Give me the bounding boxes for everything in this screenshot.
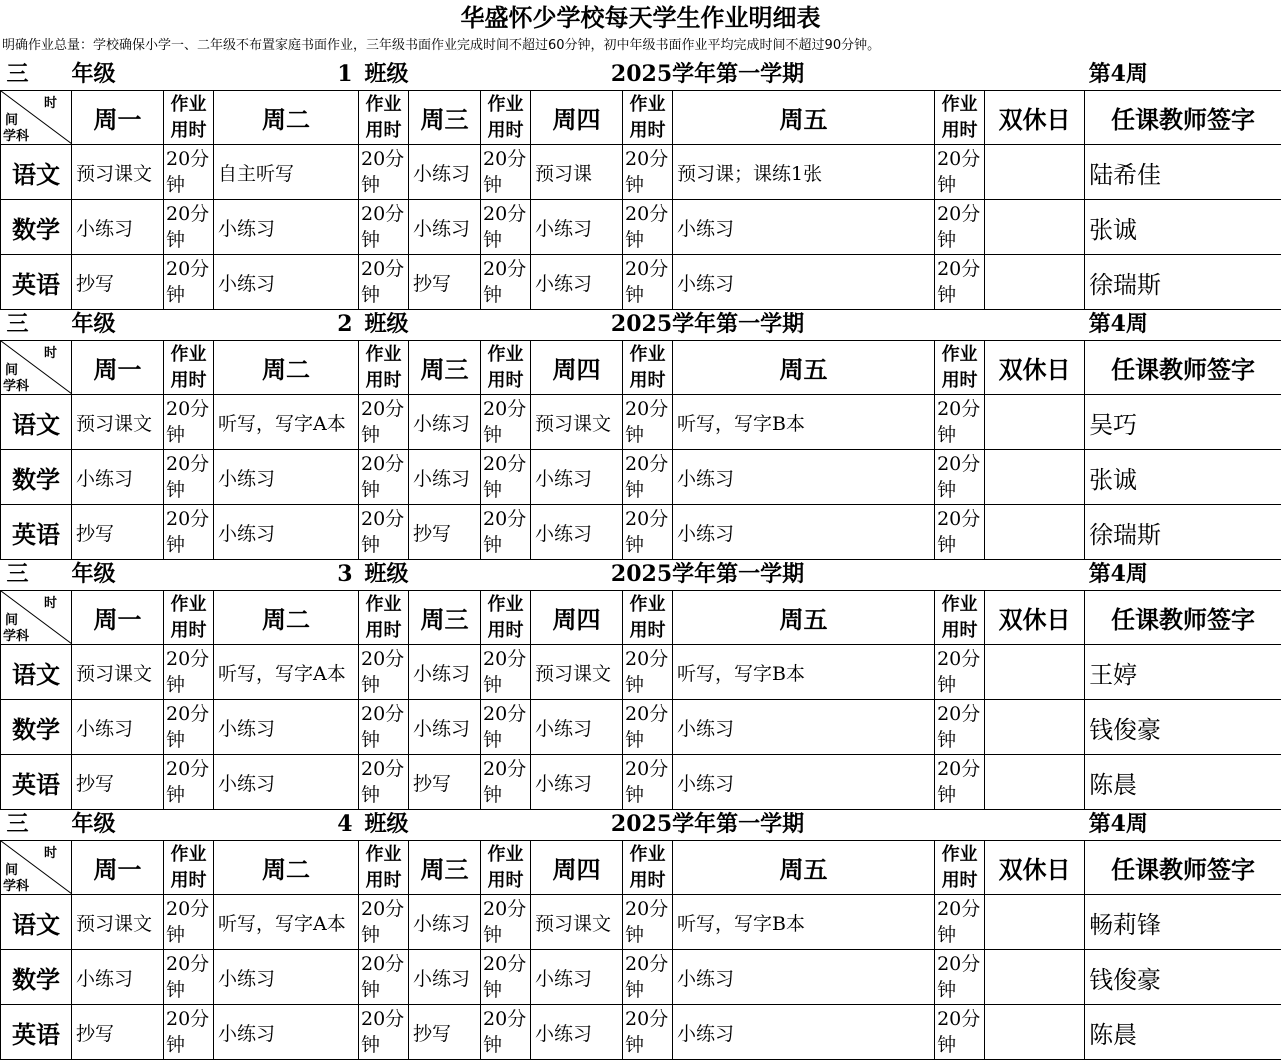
grade-value: 三	[1, 808, 72, 841]
fri-time-cell: 20分钟	[935, 395, 985, 450]
thu-task-cell: 小练习	[531, 1005, 623, 1060]
header-time: 作业用时	[481, 841, 531, 895]
fri-time-cell: 20分钟	[935, 200, 985, 255]
tue-task-cell: 小练习	[214, 255, 359, 310]
page-title: 华盛怀少学校每天学生作业明细表	[0, 0, 1281, 36]
header-time: 作业用时	[164, 841, 214, 895]
diag-time-label: 时	[44, 342, 57, 361]
header-row	[1, 841, 1281, 895]
grade-value: 三	[1, 558, 72, 591]
tue-task-cell: 小练习	[214, 700, 359, 755]
wed-task-cell: 小练习	[409, 450, 481, 505]
header-weekend: 双休日	[985, 341, 1085, 395]
mon-time-cell: 20分钟	[164, 255, 214, 310]
tue-task-cell: 小练习	[214, 1005, 359, 1060]
fri-task-cell: 听写，写字B本	[673, 645, 935, 700]
tue-time-cell: 20分钟	[359, 895, 409, 950]
thu-time-cell: 20分钟	[623, 200, 673, 255]
tue-time-cell: 20分钟	[359, 200, 409, 255]
header-weekend: 双休日	[985, 91, 1085, 145]
wed-time-cell: 20分钟	[481, 755, 531, 810]
teacher-signature-cell: 钱俊豪	[1085, 700, 1281, 755]
subject-cell: 语文	[1, 395, 72, 450]
header-weekend: 双休日	[985, 591, 1085, 645]
header-row	[1, 341, 1281, 395]
thu-task-cell: 小练习	[531, 950, 623, 1005]
subject-cell: 数学	[1, 950, 72, 1005]
grade-label: 年级	[72, 58, 164, 91]
thu-time-cell: 20分钟	[623, 700, 673, 755]
tue-task-cell: 小练习	[214, 200, 359, 255]
thu-task-cell: 预习课文	[531, 645, 623, 700]
header-time: 作业用时	[359, 91, 409, 145]
header-time: 作业用时	[164, 591, 214, 645]
header-teacher: 任课教师签字	[1085, 91, 1281, 145]
term-label: 2025学年第一学期	[481, 558, 935, 591]
wed-task-cell: 抄写	[409, 755, 481, 810]
wed-task-cell: 小练习	[409, 145, 481, 200]
header-thu: 周四	[531, 341, 623, 395]
mon-time-cell: 20分钟	[164, 645, 214, 700]
tue-task-cell: 小练习	[214, 450, 359, 505]
weekend-cell	[985, 200, 1085, 255]
grade-label: 年级	[72, 308, 164, 341]
thu-task-cell: 小练习	[531, 255, 623, 310]
thu-time-cell: 20分钟	[623, 505, 673, 560]
subject-cell: 语文	[1, 145, 72, 200]
header-time: 作业用时	[359, 591, 409, 645]
header-mon: 周一	[72, 841, 164, 895]
teacher-signature-cell: 畅莉锋	[1085, 895, 1281, 950]
header-time: 作业用时	[359, 341, 409, 395]
section-meta-row	[1, 558, 1281, 591]
thu-time-cell: 20分钟	[623, 450, 673, 505]
fri-task-cell: 小练习	[673, 255, 935, 310]
subject-cell: 英语	[1, 1005, 72, 1060]
thu-time-cell: 20分钟	[623, 145, 673, 200]
header-tue: 周二	[214, 591, 359, 645]
diag-time-label: 时	[44, 592, 57, 611]
tue-task-cell: 自主听写	[214, 145, 359, 200]
fri-time-cell: 20分钟	[935, 450, 985, 505]
mon-time-cell: 20分钟	[164, 505, 214, 560]
header-tue: 周二	[214, 91, 359, 145]
diag-jian-label: 间	[5, 859, 18, 878]
subject-cell: 英语	[1, 255, 72, 310]
tue-time-cell: 20分钟	[359, 450, 409, 505]
header-tue: 周二	[214, 341, 359, 395]
thu-time-cell: 20分钟	[623, 950, 673, 1005]
header-row	[1, 591, 1281, 645]
tue-time-cell: 20分钟	[359, 505, 409, 560]
week-label: 第4周	[1085, 58, 1281, 91]
thu-time-cell: 20分钟	[623, 645, 673, 700]
teacher-signature-cell: 王婷	[1085, 645, 1281, 700]
wed-time-cell: 20分钟	[481, 950, 531, 1005]
wed-time-cell: 20分钟	[481, 1005, 531, 1060]
tue-time-cell: 20分钟	[359, 755, 409, 810]
diagonal-header-cell	[1, 91, 72, 145]
diag-jian-label: 间	[5, 609, 18, 628]
header-time: 作业用时	[359, 841, 409, 895]
fri-time-cell: 20分钟	[935, 1005, 985, 1060]
class-number: 2	[214, 308, 359, 341]
class-label: 班级	[359, 58, 481, 91]
wed-task-cell: 抄写	[409, 255, 481, 310]
thu-task-cell: 预习课文	[531, 895, 623, 950]
weekend-cell	[985, 950, 1085, 1005]
header-fri: 周五	[673, 841, 935, 895]
wed-task-cell: 小练习	[409, 645, 481, 700]
tue-time-cell: 20分钟	[359, 255, 409, 310]
header-tue: 周二	[214, 841, 359, 895]
subject-cell: 英语	[1, 505, 72, 560]
tue-task-cell: 听写，写字A本	[214, 395, 359, 450]
header-thu: 周四	[531, 841, 623, 895]
weekend-cell	[985, 1005, 1085, 1060]
header-time: 作业用时	[935, 91, 985, 145]
tue-time-cell: 20分钟	[359, 700, 409, 755]
mon-time-cell: 20分钟	[164, 755, 214, 810]
teacher-signature-cell: 钱俊豪	[1085, 950, 1281, 1005]
weekend-cell	[985, 255, 1085, 310]
header-time: 作业用时	[164, 91, 214, 145]
thu-time-cell: 20分钟	[623, 755, 673, 810]
tue-task-cell: 听写，写字A本	[214, 645, 359, 700]
wed-time-cell: 20分钟	[481, 255, 531, 310]
wed-time-cell: 20分钟	[481, 145, 531, 200]
table-row	[1, 755, 1281, 810]
header-wed: 周三	[409, 591, 481, 645]
table-row	[1, 1005, 1281, 1060]
diag-subject-label: 学科	[3, 875, 29, 894]
subject-cell: 数学	[1, 200, 72, 255]
grade-label: 年级	[72, 558, 164, 591]
thu-task-cell: 小练习	[531, 200, 623, 255]
header-time: 作业用时	[481, 91, 531, 145]
wed-time-cell: 20分钟	[481, 395, 531, 450]
header-time: 作业用时	[481, 591, 531, 645]
fri-time-cell: 20分钟	[935, 145, 985, 200]
header-weekend: 双休日	[985, 841, 1085, 895]
header-wed: 周三	[409, 91, 481, 145]
teacher-signature-cell: 张诚	[1085, 450, 1281, 505]
diagonal-header-cell	[1, 591, 72, 645]
header-time: 作业用时	[164, 341, 214, 395]
thu-task-cell: 预习课文	[531, 395, 623, 450]
tue-task-cell: 小练习	[214, 950, 359, 1005]
tue-task-cell: 小练习	[214, 505, 359, 560]
weekend-cell	[985, 505, 1085, 560]
term-label: 2025学年第一学期	[481, 808, 935, 841]
fri-time-cell: 20分钟	[935, 700, 985, 755]
mon-task-cell: 小练习	[72, 200, 164, 255]
class-section-table	[0, 558, 1281, 810]
weekend-cell	[985, 645, 1085, 700]
thu-time-cell: 20分钟	[623, 255, 673, 310]
fri-time-cell: 20分钟	[935, 950, 985, 1005]
diag-jian-label: 间	[5, 109, 18, 128]
grade-value: 三	[1, 58, 72, 91]
wed-task-cell: 小练习	[409, 950, 481, 1005]
weekend-cell	[985, 895, 1085, 950]
header-thu: 周四	[531, 91, 623, 145]
header-teacher: 任课教师签字	[1085, 341, 1281, 395]
mon-time-cell: 20分钟	[164, 950, 214, 1005]
wed-task-cell: 小练习	[409, 395, 481, 450]
header-wed: 周三	[409, 841, 481, 895]
thu-time-cell: 20分钟	[623, 395, 673, 450]
mon-task-cell: 抄写	[72, 505, 164, 560]
header-thu: 周四	[531, 591, 623, 645]
header-mon: 周一	[72, 591, 164, 645]
wed-time-cell: 20分钟	[481, 700, 531, 755]
mon-time-cell: 20分钟	[164, 700, 214, 755]
teacher-signature-cell: 徐瑞斯	[1085, 255, 1281, 310]
table-row	[1, 395, 1281, 450]
table-row	[1, 145, 1281, 200]
header-time: 作业用时	[623, 591, 673, 645]
teacher-signature-cell: 陈晨	[1085, 755, 1281, 810]
grade-label: 年级	[72, 808, 164, 841]
week-label: 第4周	[1085, 558, 1281, 591]
fri-task-cell: 小练习	[673, 505, 935, 560]
thu-task-cell: 小练习	[531, 700, 623, 755]
subject-cell: 数学	[1, 700, 72, 755]
tue-task-cell: 小练习	[214, 755, 359, 810]
header-mon: 周一	[72, 341, 164, 395]
term-label: 2025学年第一学期	[481, 308, 935, 341]
thu-task-cell: 预习课	[531, 145, 623, 200]
table-row	[1, 895, 1281, 950]
class-section-table	[0, 808, 1281, 1060]
weekend-cell	[985, 700, 1085, 755]
mon-task-cell: 小练习	[72, 700, 164, 755]
tue-time-cell: 20分钟	[359, 1005, 409, 1060]
tue-time-cell: 20分钟	[359, 395, 409, 450]
header-time: 作业用时	[623, 841, 673, 895]
weekend-cell	[985, 395, 1085, 450]
wed-task-cell: 抄写	[409, 505, 481, 560]
mon-task-cell: 预习课文	[72, 895, 164, 950]
wed-time-cell: 20分钟	[481, 505, 531, 560]
fri-time-cell: 20分钟	[935, 645, 985, 700]
header-fri: 周五	[673, 341, 935, 395]
fri-task-cell: 小练习	[673, 1005, 935, 1060]
header-row	[1, 91, 1281, 145]
diag-subject-label: 学科	[3, 125, 29, 144]
diag-time-label: 时	[44, 842, 57, 861]
mon-task-cell: 小练习	[72, 450, 164, 505]
grade-value: 三	[1, 308, 72, 341]
tue-time-cell: 20分钟	[359, 145, 409, 200]
wed-task-cell: 抄写	[409, 1005, 481, 1060]
section-meta-row	[1, 808, 1281, 841]
diag-time-label: 时	[44, 92, 57, 111]
header-fri: 周五	[673, 591, 935, 645]
wed-task-cell: 小练习	[409, 200, 481, 255]
mon-task-cell: 抄写	[72, 1005, 164, 1060]
table-row	[1, 255, 1281, 310]
mon-task-cell: 抄写	[72, 255, 164, 310]
table-row	[1, 200, 1281, 255]
class-number: 1	[214, 58, 359, 91]
teacher-signature-cell: 陆希佳	[1085, 145, 1281, 200]
teacher-signature-cell: 陈晨	[1085, 1005, 1281, 1060]
thu-task-cell: 小练习	[531, 450, 623, 505]
header-mon: 周一	[72, 91, 164, 145]
subject-cell: 语文	[1, 645, 72, 700]
mon-task-cell: 预习课文	[72, 645, 164, 700]
header-fri: 周五	[673, 91, 935, 145]
teacher-signature-cell: 张诚	[1085, 200, 1281, 255]
header-time: 作业用时	[935, 591, 985, 645]
subject-cell: 英语	[1, 755, 72, 810]
section-meta-row	[1, 58, 1281, 91]
weekend-cell	[985, 755, 1085, 810]
fri-task-cell: 听写，写字B本	[673, 895, 935, 950]
diag-jian-label: 间	[5, 359, 18, 378]
mon-time-cell: 20分钟	[164, 145, 214, 200]
tue-time-cell: 20分钟	[359, 950, 409, 1005]
weekend-cell	[985, 145, 1085, 200]
diag-subject-label: 学科	[3, 625, 29, 644]
table-row	[1, 645, 1281, 700]
fri-time-cell: 20分钟	[935, 755, 985, 810]
fri-time-cell: 20分钟	[935, 505, 985, 560]
fri-task-cell: 小练习	[673, 450, 935, 505]
header-time: 作业用时	[935, 841, 985, 895]
wed-time-cell: 20分钟	[481, 200, 531, 255]
class-label: 班级	[359, 808, 481, 841]
wed-time-cell: 20分钟	[481, 645, 531, 700]
mon-time-cell: 20分钟	[164, 450, 214, 505]
weekend-cell	[985, 450, 1085, 505]
fri-task-cell: 预习课；课练1张	[673, 145, 935, 200]
mon-task-cell: 预习课文	[72, 395, 164, 450]
thu-time-cell: 20分钟	[623, 1005, 673, 1060]
class-number: 4	[214, 808, 359, 841]
week-label: 第4周	[1085, 308, 1281, 341]
header-teacher: 任课教师签字	[1085, 841, 1281, 895]
class-label: 班级	[359, 308, 481, 341]
header-time: 作业用时	[623, 91, 673, 145]
mon-task-cell: 预习课文	[72, 145, 164, 200]
fri-time-cell: 20分钟	[935, 895, 985, 950]
thu-time-cell: 20分钟	[623, 895, 673, 950]
class-section-table	[0, 58, 1281, 310]
mon-time-cell: 20分钟	[164, 200, 214, 255]
class-label: 班级	[359, 558, 481, 591]
header-wed: 周三	[409, 341, 481, 395]
week-label: 第4周	[1085, 808, 1281, 841]
wed-task-cell: 小练习	[409, 895, 481, 950]
header-teacher: 任课教师签字	[1085, 591, 1281, 645]
table-row	[1, 450, 1281, 505]
subject-cell: 数学	[1, 450, 72, 505]
teacher-signature-cell: 徐瑞斯	[1085, 505, 1281, 560]
fri-task-cell: 小练习	[673, 755, 935, 810]
class-number: 3	[214, 558, 359, 591]
diag-subject-label: 学科	[3, 375, 29, 394]
mon-time-cell: 20分钟	[164, 895, 214, 950]
fri-task-cell: 小练习	[673, 200, 935, 255]
subject-cell: 语文	[1, 895, 72, 950]
header-time: 作业用时	[935, 341, 985, 395]
header-time: 作业用时	[481, 341, 531, 395]
mon-task-cell: 小练习	[72, 950, 164, 1005]
tue-task-cell: 听写，写字A本	[214, 895, 359, 950]
class-section-table	[0, 308, 1281, 560]
tue-time-cell: 20分钟	[359, 645, 409, 700]
table-row	[1, 950, 1281, 1005]
mon-time-cell: 20分钟	[164, 395, 214, 450]
section-meta-row	[1, 308, 1281, 341]
header-time: 作业用时	[623, 341, 673, 395]
wed-time-cell: 20分钟	[481, 895, 531, 950]
fri-task-cell: 小练习	[673, 950, 935, 1005]
mon-time-cell: 20分钟	[164, 1005, 214, 1060]
diagonal-header-cell	[1, 341, 72, 395]
diagonal-header-cell	[1, 841, 72, 895]
thu-task-cell: 小练习	[531, 755, 623, 810]
policy-note: 明确作业总量：学校确保小学一、二年级不布置家庭书面作业，三年级书面作业完成时间不超过60分钟，初中年级书面作业平均完成时间不超过90分钟。	[2, 36, 1279, 56]
table-row	[1, 700, 1281, 755]
thu-task-cell: 小练习	[531, 505, 623, 560]
teacher-signature-cell: 吴巧	[1085, 395, 1281, 450]
fri-time-cell: 20分钟	[935, 255, 985, 310]
term-label: 2025学年第一学期	[481, 58, 935, 91]
fri-task-cell: 小练习	[673, 700, 935, 755]
fri-task-cell: 听写，写字B本	[673, 395, 935, 450]
table-row	[1, 505, 1281, 560]
wed-task-cell: 小练习	[409, 700, 481, 755]
wed-time-cell: 20分钟	[481, 450, 531, 505]
mon-task-cell: 抄写	[72, 755, 164, 810]
